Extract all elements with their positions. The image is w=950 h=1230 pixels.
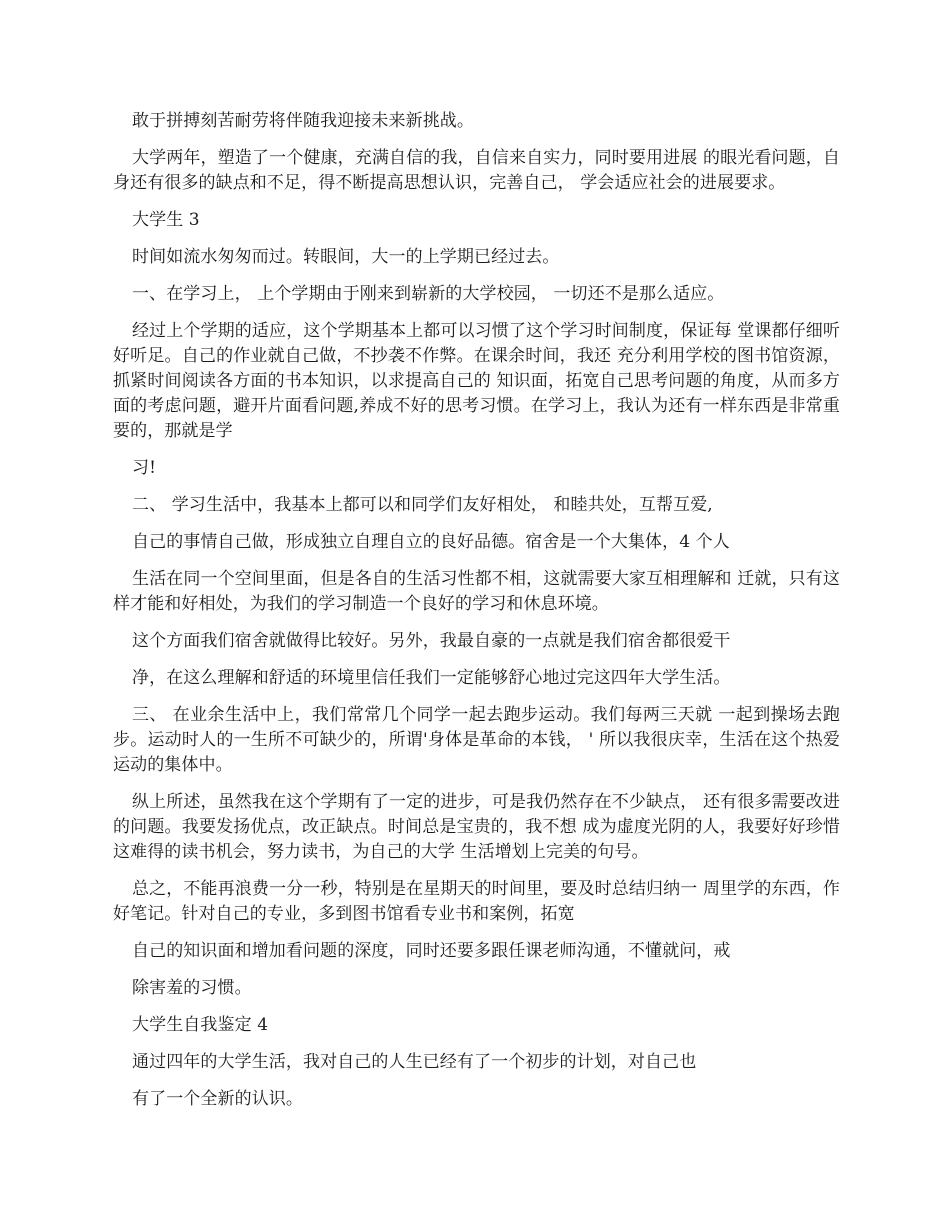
paragraph: 时间如流水匆匆而过。转眼间，大一的上学期已经过去。 [132,247,560,267]
paragraph: 大学两年，塑造了一个健康，充满自信的我，自信来自实力，同时要用进展 的眼光看问题，自身还有很多的缺点和不足，得不断提高思想认识，完善自己， 学会适应社会的进展要求。 [113,148,840,193]
paragraph: 自己的知识面和增加看问题的深度，同时还要多跟任课老师沟通，不懂就问，戒 [132,941,731,961]
paragraph: 净，在这么理解和舒适的环境里信任我们一定能够舒心地过完这四年大学生活。 [132,668,731,688]
paragraph: 纵上所述，虽然我在这个学期有了一定的进步，可是我仍然存在不少缺点， 还有很多需要改进的问题。我要发扬优点，改正缺点。时间总是宝贵的，我不想 成为虚度光阴的人，我要好好珍惜这难得的读书机会，努力读书，为自己的大学 生活增划上完美的句号。 [113,792,840,862]
paragraph: 经过上个学期的适应，这个学期基本上都可以习惯了这个学习时间制度，保证每 堂课都仔细听好听足。自己的作业就自己做，不抄袭不作弊。在课余时间，我还 充分利用学校的图书馆资源，抓紧时间阅读各方面的书本知识，以求提高自己的 知识面，拓宽自己思考问题的角度，从而多方面的考虑问题，避开片面看问题,养成不好的思考习惯。在学习上，我认为还有一样东西是非常重要的，那就是学 [113,321,840,441]
section-heading: 大学生自我鉴定 4 [132,1015,269,1035]
paragraph: 二、 学习生活中，我基本上都可以和同学们友好相处， 和睦共处，互帮互爱, [132,495,713,515]
paragraph: 总之，不能再浪费一分一秒，特别是在星期天的时间里，要及时总结归纳一 周里学的东西，作好笔记。针对自己的专业，多到图书馆看专业书和案例，拓宽 [113,879,840,924]
document-body [113,109,840,1112]
paragraph: 三、 在业余生活中上，我们常常几个同学一起去跑步运动。我们每两三天就 一起到操场去跑步。运动时人的一生所不可缺少的，所谓'身体是革命的本钱， ' 所以我很庆幸，生活在这个热爱运动的集体中。 [113,705,840,775]
paragraph: 自己的事情自己做，形成独立自理自立的良好品德。宿舍是一个大集体，4 个人 [132,532,730,552]
paragraph: 这个方面我们宿舍就做得比较好。另外，我最自豪的一点就是我们宿舍都很爱干 [132,631,731,651]
paragraph: 一、在学习上， 上个学期由于刚来到崭新的大学校园， 一切还不是那么适应。 [132,284,725,304]
section-heading: 大学生 3 [132,210,200,230]
paragraph: 习! [132,458,157,478]
paragraph: 生活在同一个空间里面，但是各自的生活习性都不相，这就需要大家互相理解和 迁就，只有这样才能和好相处，为我们的学习制造一个良好的学习和休息环境。 [113,569,840,614]
paragraph: 除害羞的习惯。 [132,978,252,998]
paragraph: 敢于拼搏刻苦耐劳将伴随我迎接未来新挑战。 [132,111,474,131]
paragraph: 通过四年的大学生活，我对自己的人生已经有了一个初步的计划，对自己也 [132,1052,697,1072]
paragraph: 有了一个全新的认识。 [132,1089,303,1109]
